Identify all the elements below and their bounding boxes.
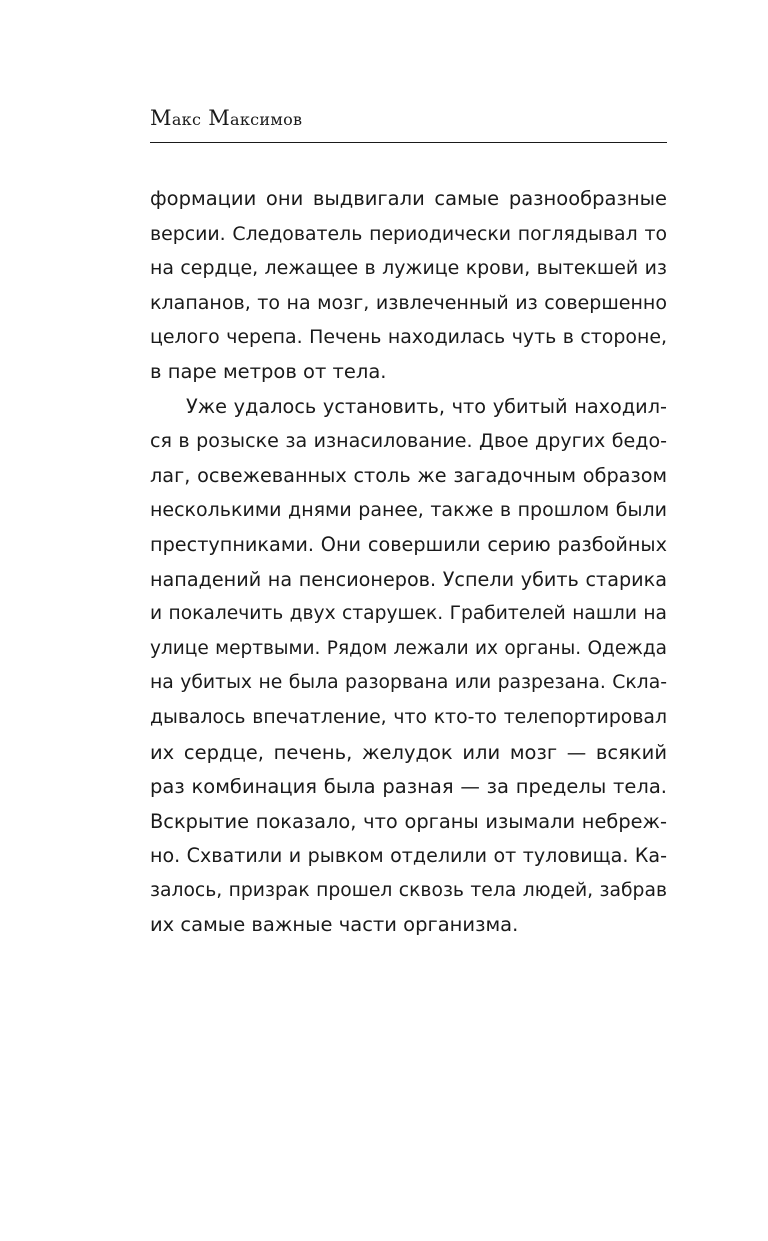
text-line: на убитых не была разорвана или разрезана. Скла- [150, 672, 667, 694]
text-line: но. Схватили и рывком отделили от туловища. Ка- [150, 845, 667, 868]
text-line: Уже удалось установить, что убитый находил- [186, 394, 667, 418]
text-line: улице мертвыми. Рядом лежали их органы. Одежда [150, 637, 667, 659]
text-line: их самые важные части организма. [150, 913, 519, 937]
text-line: формации они выдвигали самые разнообразные [150, 187, 667, 210]
author-last-rest: аксимов [230, 110, 303, 129]
text-line: и покалечить двух старушек. Грабителей нашли на [150, 603, 667, 625]
text-line: на сердце, лежащее в лужице крови, вытекшей из [150, 257, 667, 280]
text-line: ся в розыске за изнасилование. Двое других бедо- [150, 430, 667, 453]
text-line: клапанов, то на мозг, извлеченный из совершенно [150, 291, 667, 314]
text-line: лаг, освежеванных столь же загадочным образом [150, 463, 667, 487]
body-text [150, 182, 667, 943]
text-line: целого черепа. Печень находилась чуть в стороне, [150, 326, 667, 349]
paragraph [150, 182, 667, 390]
author-first-initial: М [150, 106, 172, 130]
running-head-author [150, 108, 302, 129]
text-line: версии. Следователь периодически поглядывал то [150, 222, 667, 245]
text-line: Вскрытие показало, что органы изымали небреж- [150, 809, 667, 833]
text-line: преступниками. Они совершили серию разбойных [150, 532, 667, 556]
author-last-initial: М [208, 106, 231, 130]
text-line: раз комбинация была разная — за пределы тела. [150, 775, 667, 799]
author-first-rest: акс [171, 110, 202, 129]
text-line: в паре метров от тела. [150, 359, 387, 383]
header-rule [150, 142, 667, 143]
text-line: их сердце, печень, желудок или мозг — всякий [150, 740, 667, 764]
text-line: залось, призрак прошел сквозь тела людей, забрав [150, 879, 667, 901]
paragraph [150, 390, 667, 944]
text-line: дывалось впечатление, что кто-то телепортировал [150, 706, 667, 728]
text-line: нападений на пенсионеров. Успели убить старика [150, 567, 667, 591]
text-line: несколькими днями ранее, также в прошлом были [150, 499, 667, 522]
